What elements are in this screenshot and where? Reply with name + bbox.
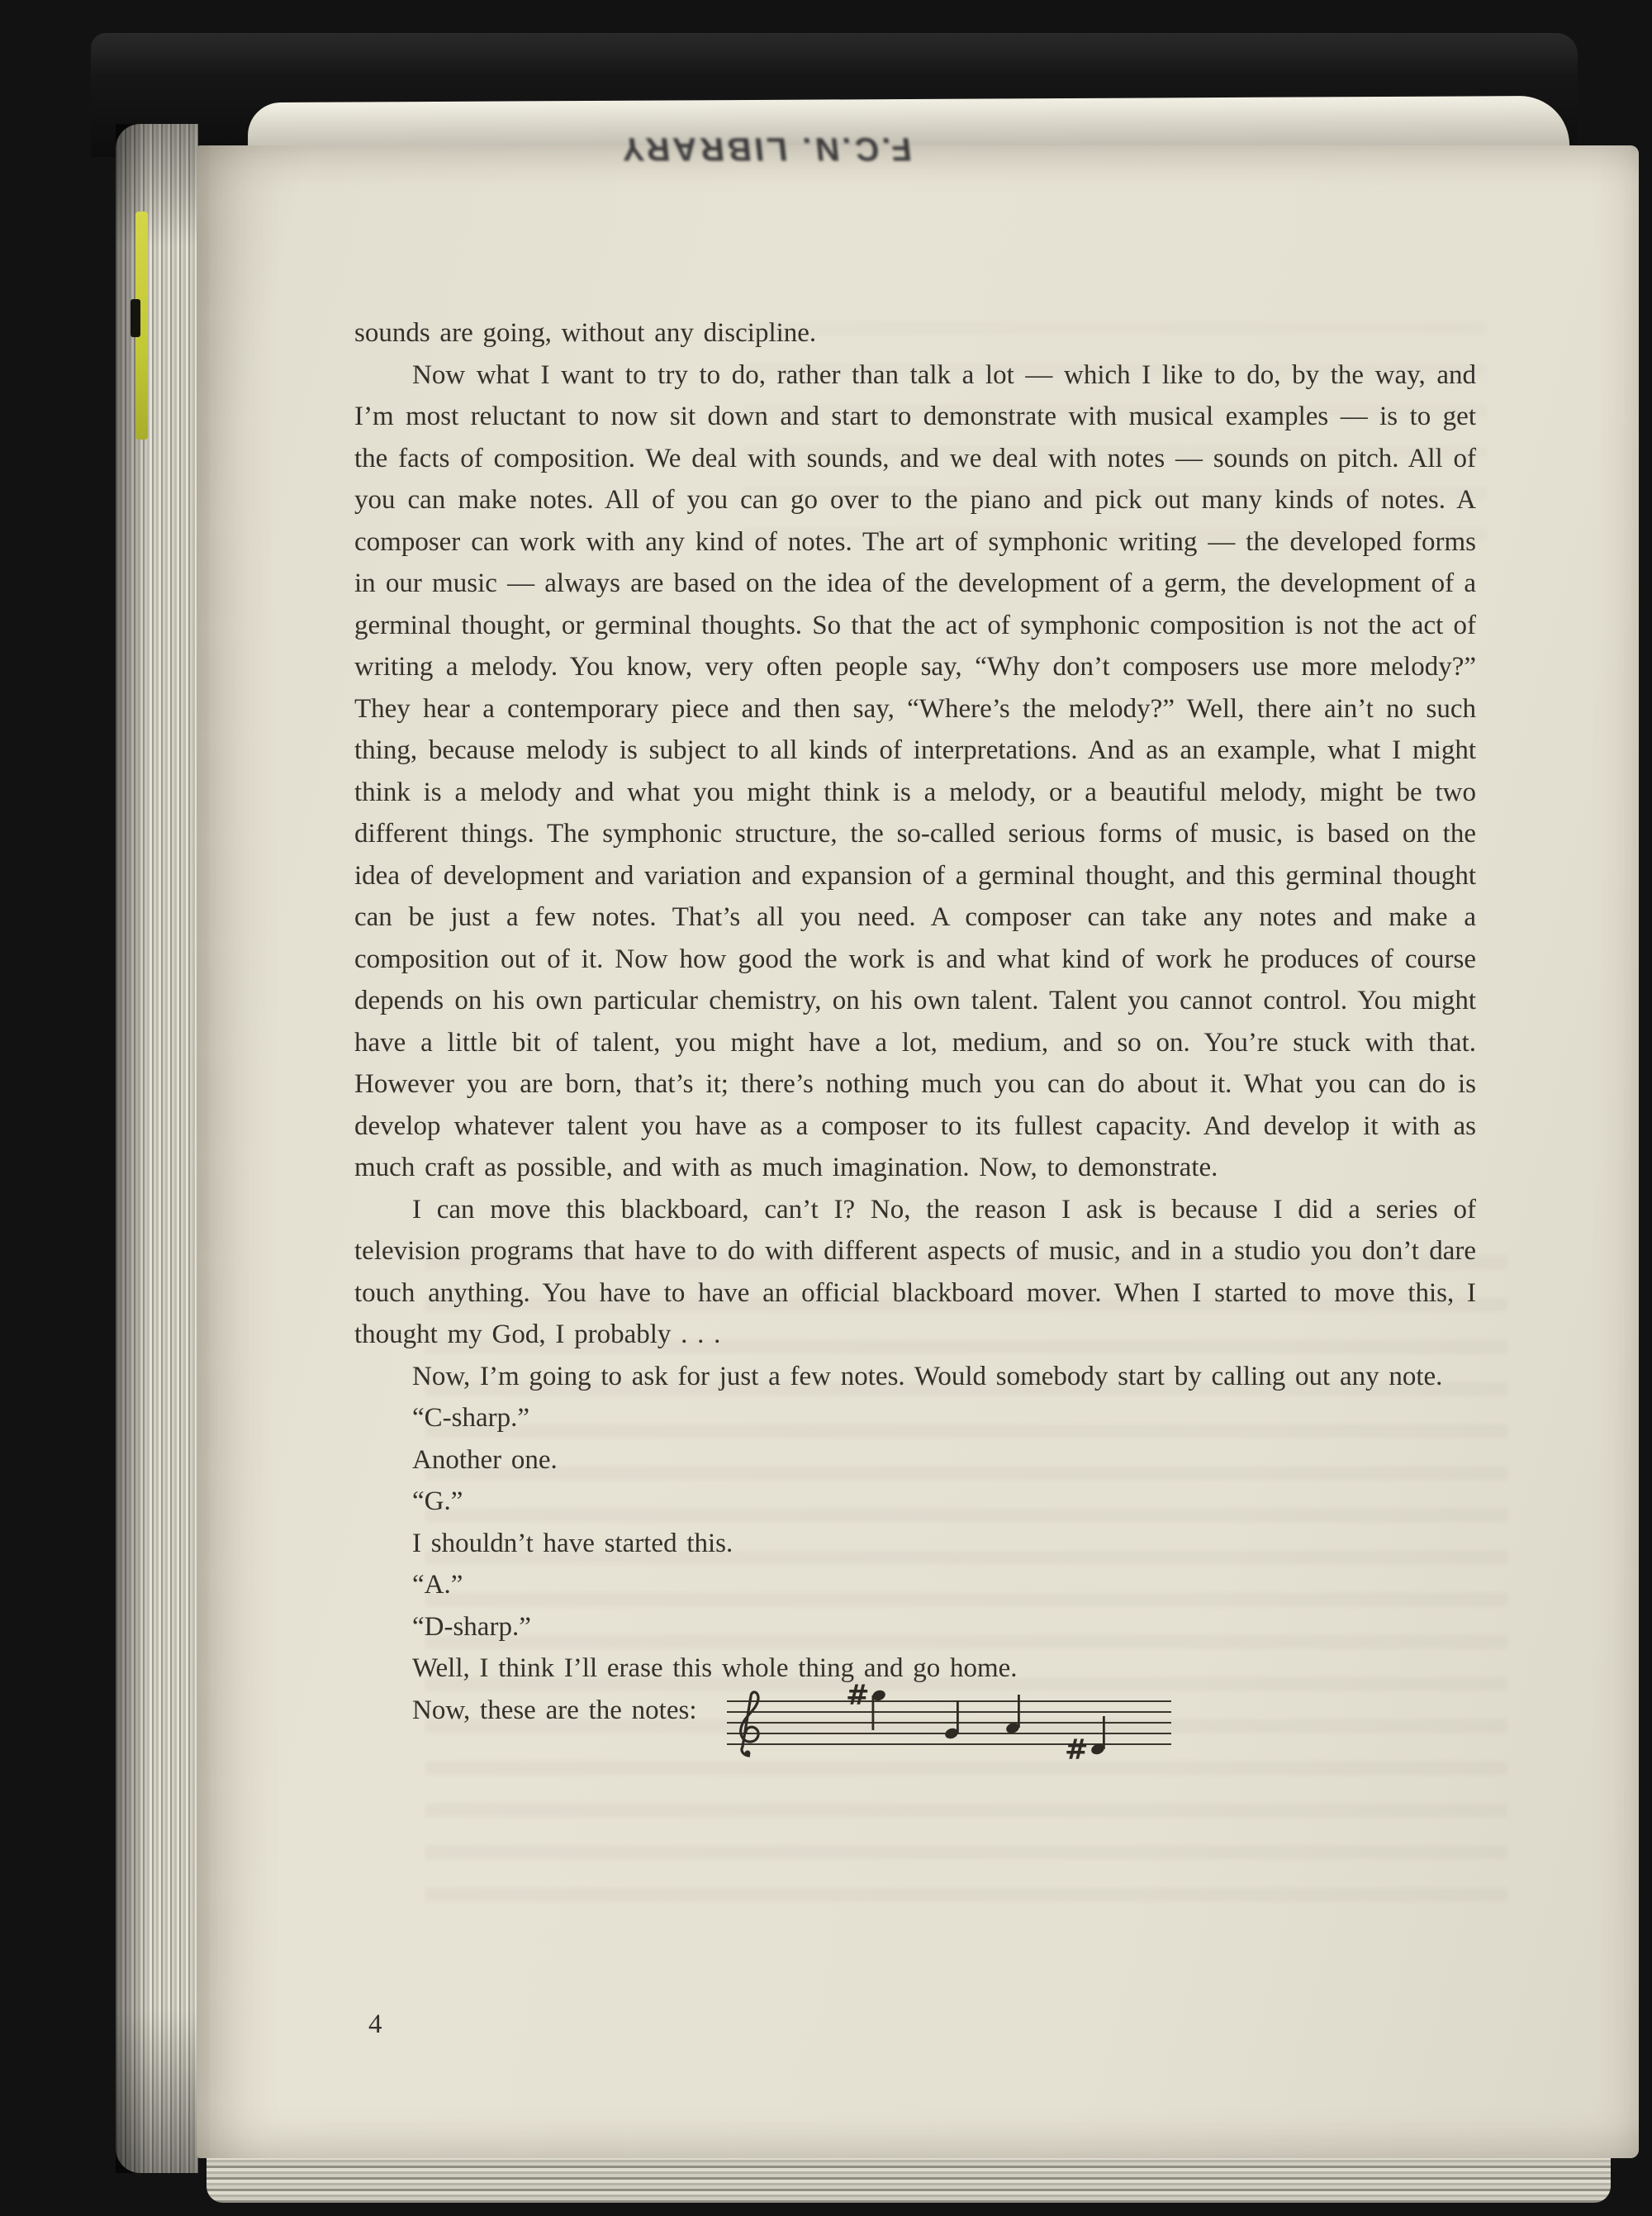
svg-text:#: #	[1064, 1733, 1088, 1762]
note-g	[943, 1700, 959, 1740]
library-stamp: F.C.N. LIBRARY	[616, 131, 914, 167]
bottom-page-edges	[206, 2155, 1611, 2203]
notes-caption: Now, these are the notes:	[412, 1695, 697, 1725]
page-text-block	[354, 312, 1476, 1762]
dialogue-line: “D-sharp.”	[412, 1611, 531, 1642]
music-example-row	[354, 1682, 1476, 1762]
dialogue-line: I shouldn’t have started this.	[412, 1528, 733, 1558]
left-page-stack-shade	[116, 124, 198, 2173]
body-paragraph: sounds are going, without any discipline.	[354, 318, 817, 348]
dialogue-line: “A.”	[412, 1570, 463, 1600]
music-staff	[722, 1683, 1175, 1762]
dialogue-line: “G.”	[412, 1486, 463, 1516]
page-edge-mark	[131, 299, 140, 337]
dialogue-line: Another one.	[412, 1444, 558, 1475]
body-paragraph: Now, I’m going to ask for just a few notes. Would somebody start by calling out any note.	[412, 1361, 1443, 1391]
dialogue-line: Well, I think I’ll erase this whole thing and go home.	[412, 1653, 1018, 1683]
body-paragraph: Now what I want to try to do, rather than talk a lot — which I like to do, by the way, and I’m most reluctant to now sit down and start to demonstrate with musical examples — is to get the facts of composition. We deal with sounds, and we deal with notes — sounds on pitch. All of you can make notes. All of you can go over to the piano and pick out many kinds of notes. A composer can work with any kind of notes. The art of symphonic writing — the developed forms in our music — always are based on the idea of the development of a germ, the development of a germinal thought, or germinal thoughts. So that the act of symphonic composition is not the act of writing a melody. You know, very often people say, “Why don’t composers use more melody?” They hear a contemporary piece and then say, “Where’s the melody?” Well, there ain’t no such thing, because melody is subject to all kinds of interpretations. And as an example, what I might think is a melody and what you might think is a melody, or a beautiful melody, might be two different things. The symphonic structure, the so-called serious forms of music, is based on the idea of development and variation and expansion of a germinal thought, and this germinal thought can be just a few notes. That’s all you need. A composer can take any notes and make a composition out of it. Now how good the work is and what kind of work he produces of course depends on his own particular chemistry, on his own talent. Talent you cannot control. You might have a little bit of talent, you might have a lot, medium, and so on. You’re stuck with that. However you are born, that’s it; there’s nothing much you can do about it. What you can do is develop whatever talent you have as a composer to its fullest capacity. And develop it with as much craft as possible, and with as much imagination. Now, to demonstrate.	[354, 359, 1476, 1182]
dialogue-line: “C-sharp.”	[412, 1403, 530, 1433]
page-number: 4	[368, 2009, 382, 2039]
body-paragraph: I can move this blackboard, can’t I? No, the reason I ask is because I did a series of television programs that have to do with different aspects of music, and in a studio you don’t dare touch anything. You have to have an official blackboard mover. When I started to move this, I thought my God, I probably . . .	[354, 1194, 1476, 1349]
svg-text:#: #	[845, 1682, 869, 1712]
